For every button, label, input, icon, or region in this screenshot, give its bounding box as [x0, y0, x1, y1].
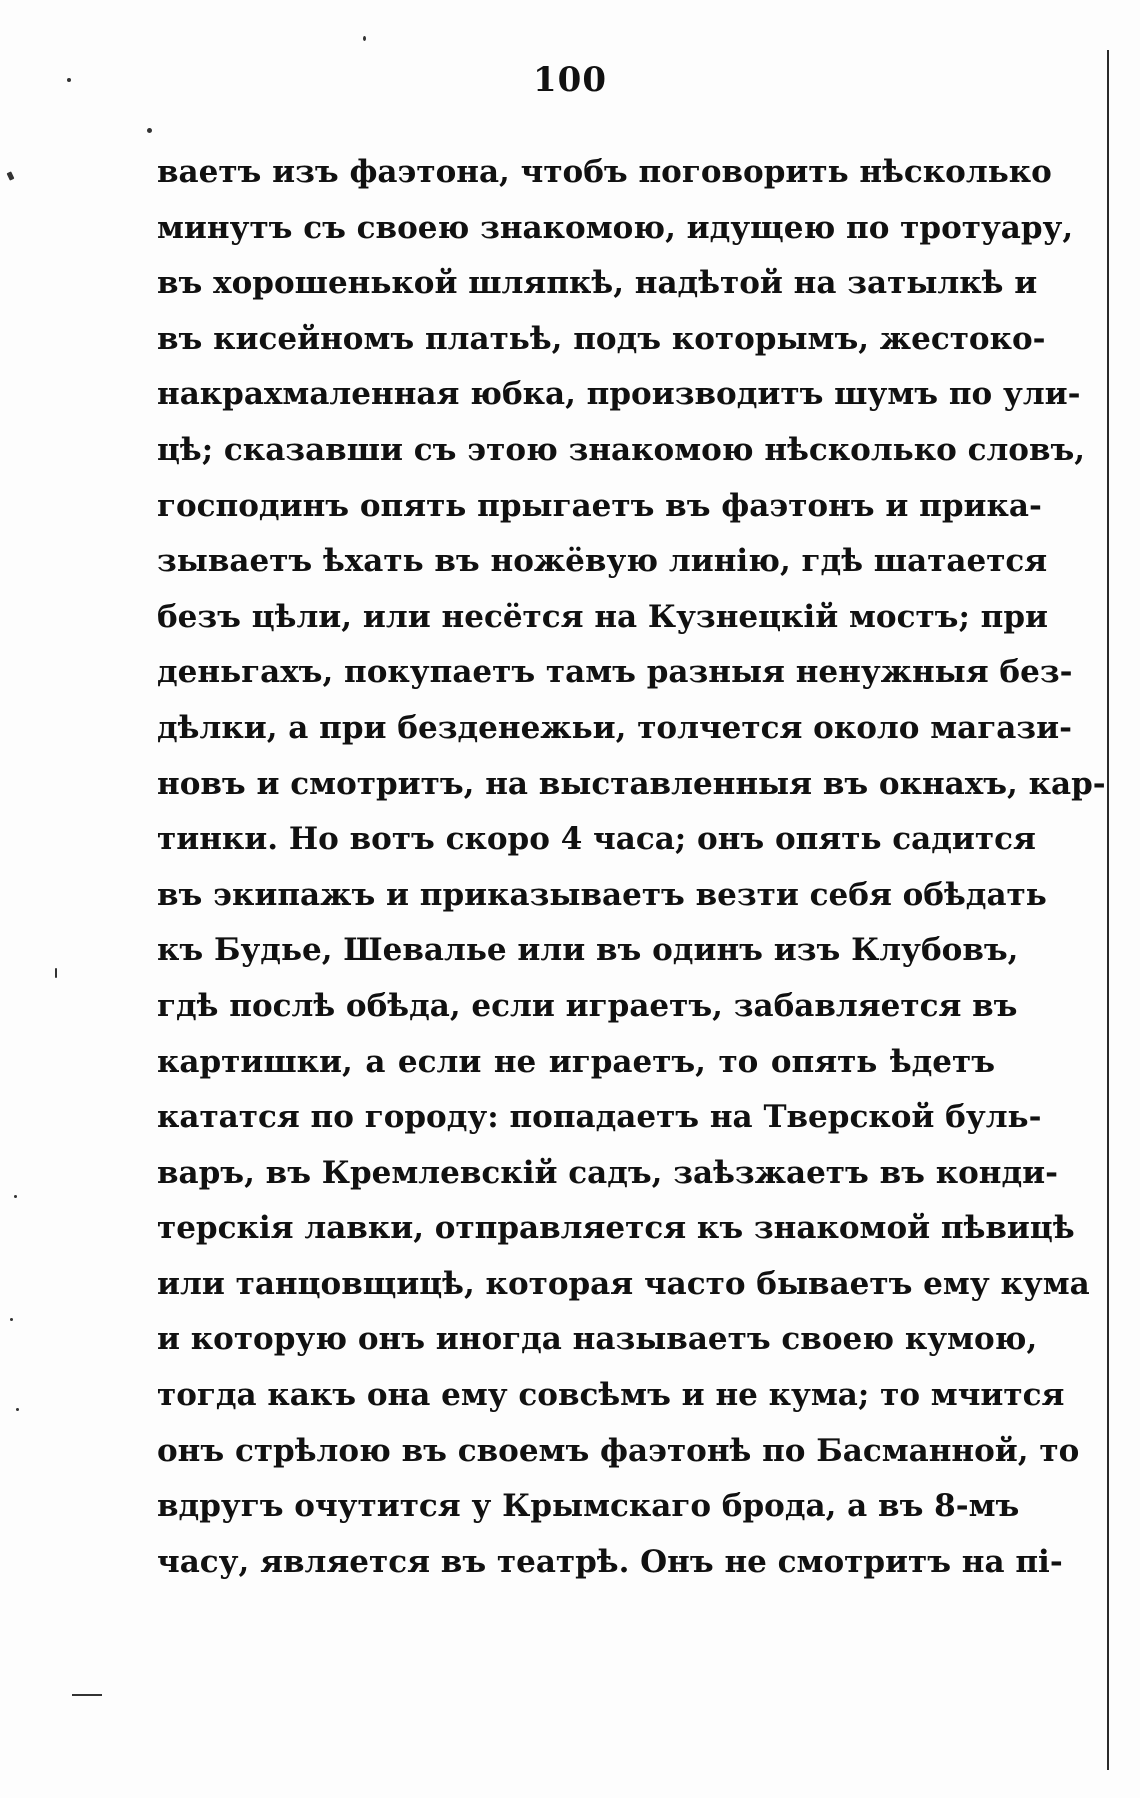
- text-line: вдругъ очутится у Крымскаго брода, а въ 8-мъ: [157, 1488, 1020, 1525]
- text-line: деньгахъ, покупаетъ тамъ разныя ненужныя без-: [157, 654, 1073, 691]
- ink-speck: [55, 968, 57, 978]
- ink-speck: [147, 128, 152, 133]
- page-number: 100: [533, 60, 607, 100]
- text-line: тинки. Но вотъ скоро 4 часа; онъ опять садится: [157, 821, 1036, 858]
- text-line: и которую онъ иногда называетъ своею кумою,: [157, 1321, 1038, 1358]
- text-line: гдѣ послѣ обѣда, если играетъ, забавляется въ: [157, 987, 1018, 1024]
- text-line: варъ, въ Кремлевскій садъ, заѣзжаетъ въ конди-: [157, 1154, 1058, 1191]
- text-line: новъ и смотритъ, на выставленныя въ окнахъ, кар-: [157, 765, 1106, 802]
- ink-speck: [14, 1195, 17, 1198]
- ink-speck: [10, 1318, 13, 1321]
- text-line: безъ цѣли, или несётся на Кузнецкій мостъ; при: [157, 598, 1049, 635]
- body-text: [157, 145, 1106, 1590]
- text-line: господинъ опять прыгаетъ въ фаэтонъ и прика-: [157, 487, 1042, 524]
- text-line: минутъ съ своею знакомою, идущею по тротуару,: [157, 209, 1074, 246]
- text-line: въ хорошенькой шляпкѣ, надѣтой на затылкѣ и: [157, 265, 1038, 302]
- text-line: картишки, а если не играетъ, то опять ѣдетъ: [157, 1043, 995, 1080]
- text-line: зываетъ ѣхать въ ножёвую линію, гдѣ шатается: [157, 543, 1048, 580]
- text-line: онъ стрѣлою въ своемъ фаэтонѣ по Басманной, то: [157, 1432, 1080, 1469]
- text-line: цѣ; сказавши съ этою знакомою нѣсколько словъ,: [157, 431, 1086, 468]
- page-edge-rule: [1107, 50, 1109, 1770]
- text-line: часу, является въ театрѣ. Онъ не смотритъ на пі-: [157, 1543, 1063, 1580]
- text-line: или танцовщицѣ, которая часто бываетъ ему кума: [157, 1265, 1090, 1302]
- text-line: къ Будье, Шевалье или въ одинъ изъ Клубовъ,: [157, 932, 1019, 969]
- text-line: дѣлки, а при безденежьи, толчется около магази-: [157, 709, 1072, 746]
- text-line: тогда какъ она ему совсѣмъ и не кума; то мчится: [157, 1377, 1065, 1414]
- text-line: ваетъ изъ фаэтона, чтобъ поговорить нѣсколько: [157, 154, 1052, 190]
- text-line: въ кисейномъ платьѣ, подъ которымъ, жестоко-: [157, 320, 1046, 357]
- ink-speck: [363, 36, 366, 41]
- text-line: въ экипажъ и приказываетъ везти себя обѣдать: [157, 876, 1047, 913]
- text-line: накрахмаленная юбка, производитъ шумъ по ули-: [157, 376, 1081, 413]
- ink-speck: [7, 171, 15, 180]
- margin-dash: [72, 1694, 102, 1696]
- text-line: кататся по городу: попадаетъ на Тверской буль-: [157, 1099, 1042, 1136]
- ink-speck: [16, 1408, 19, 1411]
- text-line: терскія лавки, отправляется къ знакомой пѣвицѣ: [157, 1210, 1075, 1247]
